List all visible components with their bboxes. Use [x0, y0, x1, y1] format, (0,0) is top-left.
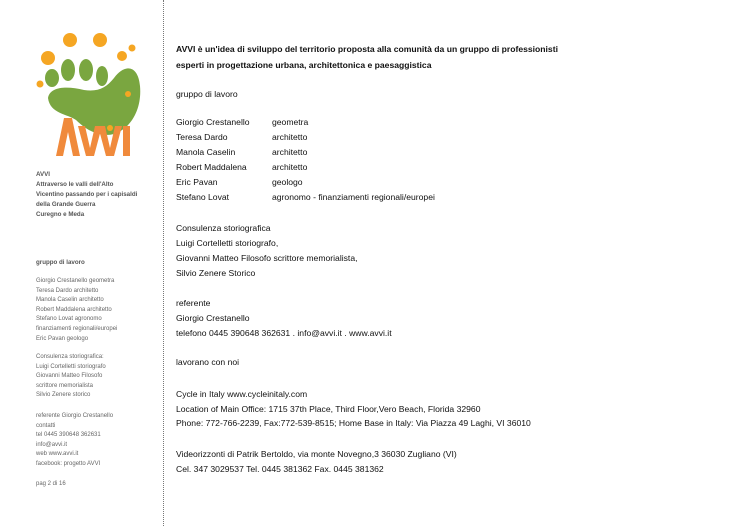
cycle-link[interactable]: Cycle in Italy www.cycleinitaly.com: [176, 389, 308, 399]
video-line: Videorizzonti di Patrik Bertoldo, via monte Novegno,3 36030 Zugliano (VI): [176, 449, 457, 459]
member-name: Eric Pavan: [176, 177, 218, 187]
member-row: [176, 191, 626, 204]
group-title: [176, 88, 238, 100]
member-row: [176, 131, 626, 144]
sidebar-group-title: [36, 258, 85, 268]
sidebar-brand-line: AVVI: [36, 171, 50, 178]
sidebar-group-line: Robert Maddalena architetto: [36, 306, 112, 313]
cycle-line: Location of Main Office: 1715 37th Place, Third Floor,Vero Beach, Florida 32960: [176, 403, 481, 414]
sidebar-consult-line: Silvio Zenere storico: [36, 392, 91, 399]
sidebar-consult-line: Consulenza storiografica:: [36, 354, 104, 360]
sidebar-group-line: Eric Pavan geologo: [36, 335, 89, 342]
sidebar-contacts: [36, 412, 113, 470]
member-name: Manola Caselin: [176, 147, 236, 157]
referente-line: Giorgio Crestanello: [176, 313, 250, 323]
sidebar-website[interactable]: web www.avvi.it: [36, 451, 79, 458]
cycle-section: [176, 387, 531, 431]
referente-line: referente: [176, 298, 211, 308]
sidebar-consult-line: scrittore memorialista: [36, 382, 94, 389]
sidebar-brand-line: Vicentino passando per i capisaldi: [36, 191, 138, 198]
referente-contact[interactable]: telefono 0445 390648 362631 . info@avvi.it . www.avvi.it: [176, 328, 392, 338]
member-role: geologo: [272, 177, 303, 187]
intro-line: esperti in progettazione urbana, architettonica e paesaggistica: [176, 60, 432, 70]
member-role: agronomo - finanziamenti regionali/europei: [272, 192, 435, 202]
sidebar-email[interactable]: info@avvi.it: [36, 441, 68, 448]
intro-line: AVVI è un'idea di sviluppo del territorio proposta alla comunità da un gruppo di professionisti: [176, 44, 558, 54]
sidebar-group-list: [36, 277, 117, 344]
sidebar-brand: [36, 170, 137, 220]
sidebar-group-line: Giorgio Crestanello geometra: [36, 278, 115, 284]
consult-line: Consulenza storiografica: [176, 223, 271, 233]
sidebar-brand-line: della Grande Guerra: [36, 201, 96, 208]
sidebar-consult-line: Giovanni Matteo Filosofo: [36, 373, 103, 380]
sidebar-group-line: Manola Caselin architetto: [36, 297, 104, 304]
sidebar-contact-line: contatti: [36, 422, 56, 429]
sidebar-contact-line: tel 0445 390648 362631: [36, 432, 101, 439]
sidebar-brand-line: Attraverso le valli dell'Alto: [36, 181, 114, 188]
cycle-line: Phone: 772-766-2239, Fax:772-539-8515; Home Base in Italy: Via Piazza 49 Laghi, VI 36010: [176, 418, 531, 428]
sidebar-group-line: Teresa Dardo architetto: [36, 287, 99, 294]
consult-line: Silvio Zenere Storico: [176, 268, 256, 278]
group-title-text: gruppo di lavoro: [176, 89, 238, 99]
sidebar-consult-list: [36, 353, 106, 401]
sidebar-group-title-text: gruppo di lavoro: [36, 259, 85, 266]
consult-line: Luigi Cortelletti storiografo,: [176, 238, 279, 248]
lavorano-title-text: lavorano con noi: [176, 357, 240, 367]
vertical-divider: [163, 0, 164, 526]
member-name: Giorgio Crestanello: [176, 117, 250, 127]
avvi-logo: [28, 28, 148, 158]
member-role: geometra: [272, 117, 309, 127]
lavorano-title: [176, 356, 239, 368]
member-role: architetto: [272, 147, 308, 157]
sidebar-facebook[interactable]: facebook: progetto AVVI: [36, 460, 101, 467]
page-number: [36, 480, 66, 490]
sidebar-consult-line: Luigi Cortelletti storiografo: [36, 363, 106, 370]
member-row: [176, 116, 626, 129]
referente-section: [176, 296, 392, 341]
page-number-text: pag 2 di 16: [36, 481, 66, 487]
video-section: [176, 447, 457, 477]
sidebar-group-line: finanziamenti regionali/europei: [36, 325, 118, 332]
sidebar-brand-line: Curegno e Meda: [36, 211, 85, 218]
member-name: Teresa Dardo: [176, 132, 228, 142]
sidebar-group-line: Stefano Lovat agronomo: [36, 316, 102, 323]
video-line: Cel. 347 3029537 Tel. 0445 381362 Fax. 0445 381362: [176, 464, 384, 474]
member-row: [176, 161, 626, 174]
consult-line: Giovanni Matteo Filosofo scrittore memorialista,: [176, 253, 358, 263]
member-row: [176, 146, 626, 159]
member-row: [176, 176, 626, 189]
member-name: Stefano Lovat: [176, 192, 230, 202]
consult-section: [176, 221, 358, 281]
sidebar-contact-line: referente Giorgio Crestanello: [36, 413, 114, 419]
member-role: architetto: [272, 162, 308, 172]
member-role: architetto: [272, 132, 308, 142]
intro-text: [176, 41, 558, 73]
member-name: Robert Maddalena: [176, 162, 247, 172]
